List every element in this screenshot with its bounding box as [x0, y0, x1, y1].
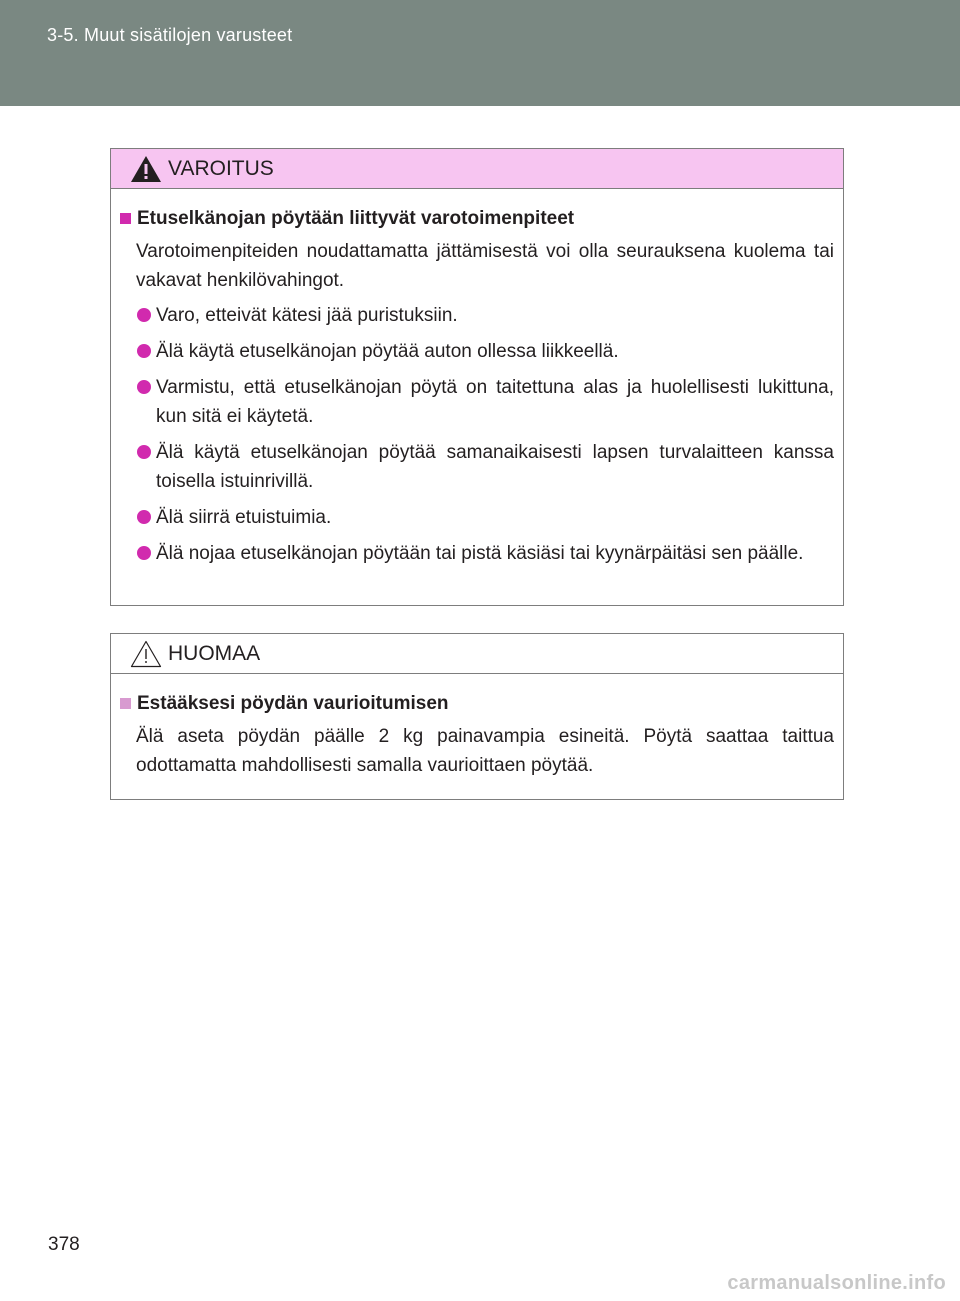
bullet-dot-icon [137, 445, 151, 459]
notice-box [110, 633, 844, 800]
bullet-dot-icon [137, 546, 151, 560]
warning-label: VAROITUS [168, 157, 274, 180]
warning-subheading-text: Etuselkänojan pöytään liittyvät varotoimenpiteet [137, 208, 575, 229]
notice-box-body [111, 674, 843, 780]
warning-bullet [118, 503, 834, 532]
warning-intro: Varotoimenpiteiden noudattamatta jättämisestä voi olla seurauksena kuolema tai vakavat henkilövahingot. [136, 241, 834, 291]
bullet-dot-icon [137, 308, 151, 322]
warning-bullet [118, 337, 834, 366]
warning-bullet [118, 438, 834, 496]
page-number: 378 [48, 1234, 80, 1255]
warning-bullet-text: Älä käytä etuselkänojan pöytää auton ollessa liikkeellä. [156, 341, 619, 362]
warning-triangle-icon [129, 154, 163, 184]
warning-subheading [118, 204, 834, 233]
watermark: carmanualsonline.info [727, 1272, 946, 1294]
warning-bullet [118, 539, 834, 568]
notice-subheading-text: Estääksesi pöydän vaurioitumisen [137, 693, 449, 714]
warning-box [110, 148, 844, 606]
warning-bullet-text: Älä nojaa etuselkänojan pöytään tai pistä käsiäsi tai kyynärpäitäsi sen päälle. [156, 543, 804, 564]
square-bullet-icon [120, 213, 131, 224]
warning-bullet-text: Varo, etteivät kätesi jää puristuksiin. [156, 305, 458, 326]
warning-box-header [111, 149, 843, 189]
warning-bullet-text: Älä käytä etuselkänojan pöytää samanaikaisesti lapsen turvalaitteen kanssa toisella istuinrivillä. [156, 442, 834, 492]
header-bar [0, 0, 960, 106]
square-bullet-icon [120, 698, 131, 709]
notice-subheading [118, 689, 834, 718]
notice-text: Älä aseta pöydän päälle 2 kg painavampia esineitä. Pöytä saattaa taittua odottamatta mahdollisesti samalla vaurioittaen pöytää. [136, 726, 834, 776]
warning-bullet [118, 373, 834, 431]
notice-box-header [111, 634, 843, 674]
bullet-dot-icon [137, 510, 151, 524]
notice-label: HUOMAA [168, 642, 261, 665]
caution-triangle-icon [129, 639, 163, 669]
section-title: 3-5. Muut sisätilojen varusteet [47, 25, 293, 45]
warning-bullet [118, 301, 834, 330]
warning-bullet-text: Älä siirrä etuistuimia. [156, 507, 332, 528]
bullet-dot-icon [137, 344, 151, 358]
warning-bullet-text: Varmistu, että etuselkänojan pöytä on taitettuna alas ja huolellisesti lukittuna, kun sitä ei käytetä. [156, 377, 834, 427]
warning-box-body [111, 189, 843, 568]
bullet-dot-icon [137, 380, 151, 394]
